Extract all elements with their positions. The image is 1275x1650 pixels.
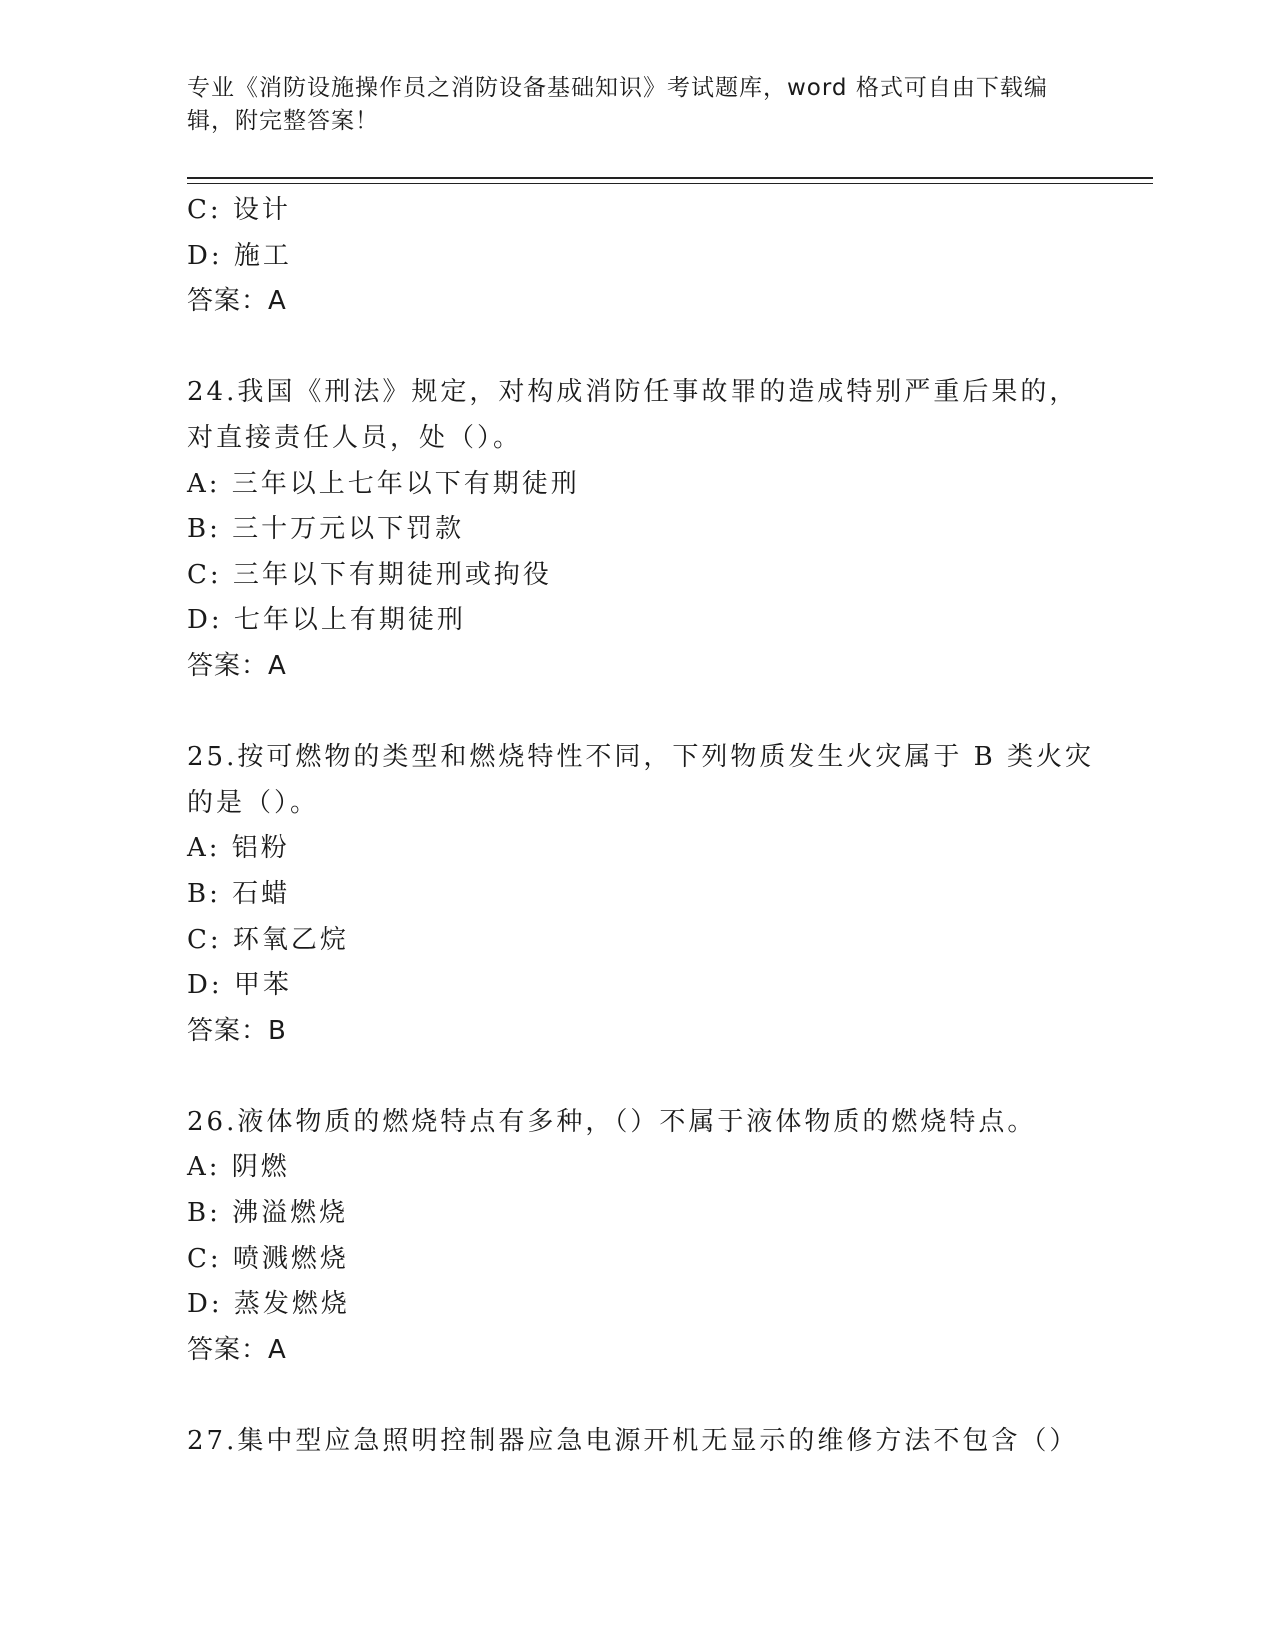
page-header [187, 72, 1067, 138]
option-c: C: 喷溅燃烧 [187, 1243, 349, 1274]
question-27 [187, 1419, 1087, 1465]
spacer [187, 325, 1087, 371]
option-c: C: 环氧乙烷 [187, 924, 349, 955]
question-list [187, 188, 1094, 1465]
option-b: B: 石蜡 [187, 878, 291, 909]
question-stem-line: 24.我国《刑法》规定，对构成消防任事故罪的造成特别严重后果的， [187, 377, 1079, 408]
header-line-2: 辑，附完整答案！ [187, 108, 379, 134]
option-c: C: 设计 [187, 195, 291, 225]
answer-line: 答案：A [187, 1334, 287, 1365]
option-d: D: 甲苯 [187, 970, 292, 1001]
question-24 [187, 370, 1087, 689]
option-a: A: 阴燃 [187, 1152, 290, 1183]
question-stem-line: 对直接责任人员，处（）。 [187, 422, 523, 453]
option-d: D: 七年以上有期徒刑 [187, 605, 466, 636]
option-b: B: 三十万元以下罚款 [187, 514, 465, 545]
header-line-1: 专业《消防设施操作员之消防设备基础知识》考试题库，word 格式可自由下载编 [187, 75, 1048, 101]
question-26 [187, 1100, 1087, 1374]
question-25 [187, 735, 1094, 1054]
option-d: D: 蒸发燃烧 [187, 1289, 350, 1320]
question-stem-line: 27.集中型应急照明控制器应急电源开机无显示的维修方法不包含（） [187, 1426, 1079, 1457]
question-stem-line: 26.液体物质的燃烧特点有多种，（）不属于液体物质的燃烧特点。 [187, 1106, 1037, 1137]
question-stem-line: 25.按可燃物的类型和燃烧特性不同，下列物质发生火灾属于 B 类火灾 [187, 742, 1094, 773]
option-c: C: 三年以下有期徒刑或拘役 [187, 559, 552, 590]
option-a: A: 铝粉 [187, 833, 290, 864]
question-23-continued [187, 188, 1087, 325]
spacer [187, 1054, 1087, 1100]
question-stem-line: 的是（）。 [187, 787, 320, 818]
header-divider-thick [187, 177, 1153, 179]
answer-line: 答案：B [187, 1015, 287, 1046]
header-divider-thin [187, 183, 1153, 184]
option-a: A: 三年以上七年以下有期徒刑 [187, 468, 580, 499]
answer-line: 答案：A [187, 650, 287, 681]
option-b: B: 沸溢燃烧 [187, 1198, 349, 1229]
option-d: D: 施工 [187, 240, 292, 271]
spacer [187, 690, 1087, 736]
answer-line: 答案：A [187, 286, 287, 317]
spacer [187, 1373, 1087, 1419]
